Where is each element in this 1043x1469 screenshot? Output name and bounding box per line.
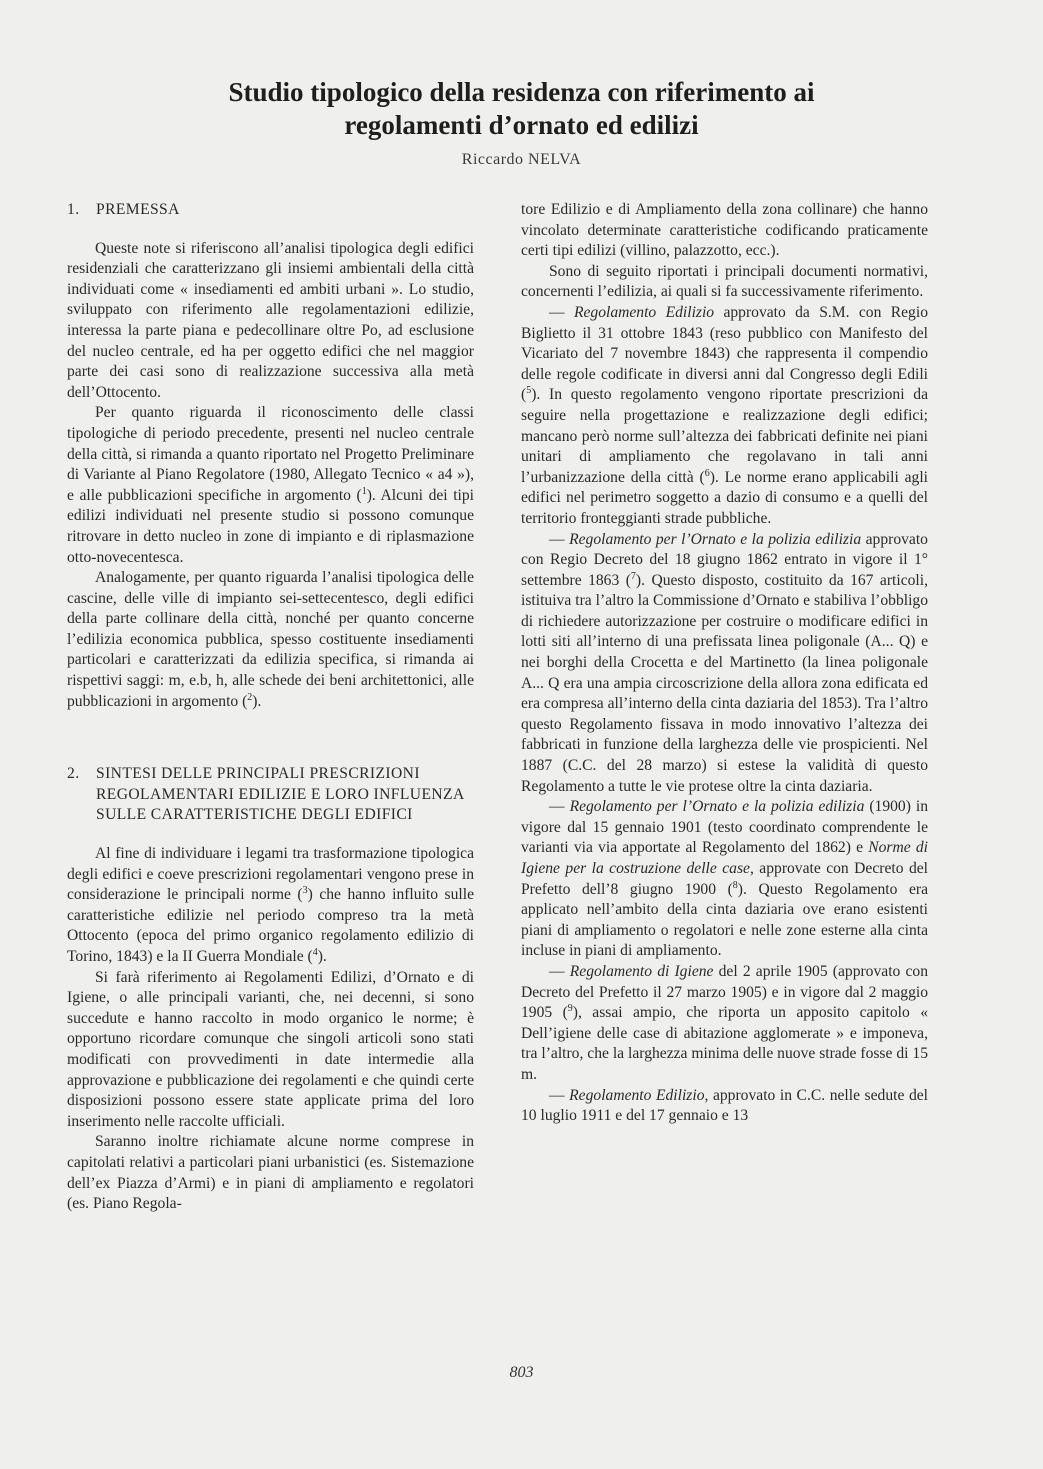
- page-number: 803: [509, 1364, 534, 1381]
- left-column: [67, 200, 474, 1215]
- paragraph: Si farà riferimento ai Regolamenti Edilizi, d’Ornato e di Igiene, o alle principali varianti, che, nei decenni, si sono succedute e hanno raccolto in modo organico le norme; è opportuno ricordare comunque che singoli articoli sono stati modificati con provvedimenti in date intermedie alla approvazione e pubblicazione dei regolamenti e che quindi certe disposizioni possono essere state applicate prima del loro inserimento nelle raccolte ufficiali.: [67, 968, 474, 1130]
- author: Riccardo NELVA: [461, 151, 582, 168]
- footnote-ref: 6: [704, 467, 710, 479]
- section-1-number: 1.: [67, 201, 80, 218]
- footnote-ref: 9: [567, 1002, 573, 1014]
- document-title: Regolamento per l’Ornato e la polizia edilizia: [569, 798, 865, 816]
- title-line-2: regolamenti d’ornato ed edilizi: [344, 110, 699, 140]
- document-title: Regolamento Edilizio: [573, 303, 715, 321]
- paragraph: Al fine di individuare i legami tra trasformazione tipologica degli edifici e coeve prescrizioni regolamentari vengono prese in considerazione le principali norme ($^3$) che hanno influito sulle caratteristiche edilizie nel periodo compreso tra la metà Ottocento (epoca del primo organico regolamento edilizio di Torino, 1843) e la II Guerra Mondiale ($^4$).: [67, 845, 474, 965]
- paragraph: Queste note si riferiscono all’analisi tipologica degli edifici residenziali che caratterizzano gli insiemi ambientali della città individuati come « insediamenti ed ambiti urbani ». Lo studio, sviluppato con riferimento alle regolamentazioni edilizie, interessa la parte piana e pedecollinare oltre Po, ad esclusione del nucleo centrale, ed ha per oggetto edifici che nel maggior parte dei casi sono di realizzazione successiva alla metà dell’Ottocento.: [67, 239, 474, 401]
- paragraph: — Regolamento Edilizio, approvato in C.C. nelle sedute del 10 luglio 1911 e del 17 gennaio e 13: [521, 1086, 929, 1125]
- document-title: Regolamento di Igiene: [569, 962, 714, 980]
- paragraph: — Regolamento per l’Ornato e la polizia edilizia (1900) in vigore dal 15 gennaio 1901 (testo coordinato comprendente le varianti via via apportate al Regolamento del 1862) e Norme di Igiene per la costruzione delle case, approvate con Decreto del Prefetto dell’8 giugno 1900 ($^8$). Questo Regolamento era applicato nell’ambito della cinta daziaria ove erano esistenti piani di ampliamento o regolatori e nelle zone esterne alla cinta incluse in piani di ampliamento.: [521, 798, 929, 960]
- paragraph: Sono di seguito riportati i principali documenti normativi, concernenti l’edilizia, ai quali si fa successivamente riferimento.: [521, 262, 928, 301]
- section-2-heading: [67, 764, 474, 826]
- right-column: [521, 200, 928, 1127]
- footnote-ref: 5: [526, 385, 532, 397]
- title-line-1: Studio tipologico della residenza con riferimento ai: [228, 77, 815, 107]
- section-2-number: 2.: [67, 765, 80, 783]
- footnote-ref: 4: [312, 946, 318, 958]
- section-1-heading: [67, 200, 474, 221]
- footnote-ref: 7: [630, 570, 636, 582]
- paragraph: — Regolamento Edilizio approvato da S.M. con Regio Biglietto il 31 ottobre 1843 (reso pubblico con Manifesto del Vicariato del 7 novembre 1843) che rappresenta il compendio delle regole codificate in diversi anni dal Congresso degli Edili ($^5$). In questo regolamento vengono riportate prescrizioni da seguire nella progettazione e realizzazione degli edifici; mancano però norme sull’altezza dei fabbricati definite nei piani unitari di ampliamento che regolavano in tali anni l’urbanizzazione della città ($^6$). Le norme erano applicabili agli edifici nel perimetro soggetto a dazio di consumo e a quelli del territorio fronteggianti strade pubbliche.: [521, 303, 928, 527]
- footnote-ref: 2: [247, 691, 253, 703]
- footnote-ref: 1: [361, 485, 367, 497]
- section-2-title: SINTESI DELLE PRINCIPALI PRESCRIZIONI REGOLAMENTARI EDILIZIE E LORO INFLUENZA SULLE CARATTERISTICHE DEGLI EDIFICI: [96, 765, 464, 824]
- paragraph: Analogamente, per quanto riguarda l’analisi tipologica delle cascine, delle ville di impianto sei-settecentesco, degli edifici della parte collinare della città, nonché per quanto concerne l’edilizia economica pubblica, spesso costituente insediamenti particolari e caratterizzati da edilizia specifica, si rimanda ai rispettivi saggi: m, e.b, h, alle schede dei beni architettonici, alle pubblicazioni in argomento ($^2$).: [67, 569, 474, 710]
- paragraph: — Regolamento per l’Ornato e la polizia edilizia approvato con Regio Decreto del 18 giugno 1862 entrato in vigore il 1° settembre 1863 ($^7$). Questo disposto, costituito da 167 articoli, istituiva tra l’altro la Commissione d’Ornato e stabiliva l’obbligo di richiedere autorizzazione per costruire o modificare edifici in lotti siti all’interno di una prefissata linea poligonale (A... Q) e nei borghi della Crocetta e del Martinetto (la linea poligonale A... Q era una ampia circoscrizione della allora zona edificata ed era compresa all’interno della cinta daziaria del 1853). Tra l’altro questo Regolamento fissava in modo innovativo l’altezza dei fabbricati in funzione della larghezza delle vie prospicienti. Nel 1887 (C.C. del 28 marzo) si estese la validità di questo Regolamento a tutte le vie protese oltre la cinta daziaria.: [521, 530, 929, 795]
- document-title: Regolamento Edilizio: [569, 1086, 705, 1104]
- paragraph: Per quanto riguarda il riconoscimento delle classi tipologiche di periodo precedente, presenti nel nucleo centrale della città, si rimanda a quanto riportato nel Progetto Preliminare di Variante al Piano Regolatore (1980, Allegato Tecnico « a4 »), e alle pubblicazioni specifiche in argomento ($^1$). Alcuni dei tipi edilizi individuati nel presente studio si possono comunque ritrovare in detto nucleo in zone di impianto e di riplasmazione otto-novecentesca.: [67, 404, 474, 566]
- document-title: Norme di Igiene per la costruzione delle case: [521, 839, 929, 877]
- paragraph: — Regolamento di Igiene del 2 aprile 1905 (approvato con Decreto del Prefetto il 27 marzo 1905) e in vigore dal 2 maggio 1905 ($^9$), assai ampio, che riporta un apposito capitolo « Dell’igiene delle case di abitazione agglomerate » e imponeva, tra l’altro, che la larghezza minima delle nuove strade fosse di 15 m.: [521, 962, 929, 1083]
- document-title: Regolamento per l’Ornato e la polizia edilizia: [569, 530, 862, 548]
- section-1-title: PREMESSA: [96, 201, 180, 218]
- paragraph: Saranno inoltre richiamate alcune norme comprese in capitolati relativi a particolari piani urbanistici (es. Sistemazione dell’ex Piazza d’Armi) e in piani di ampliamento e regolatori (es. Piano Regola-: [67, 1133, 474, 1213]
- footnote-ref: 3: [302, 885, 308, 897]
- article-title: [0, 76, 1043, 142]
- paragraph: tore Edilizio e di Ampliamento della zona collinare) che hanno vincolato determinate caratteristiche codificando praticamente certi tipi edilizi (villino, palazzotto, ecc.).: [521, 201, 928, 260]
- footnote-ref: 8: [732, 879, 738, 891]
